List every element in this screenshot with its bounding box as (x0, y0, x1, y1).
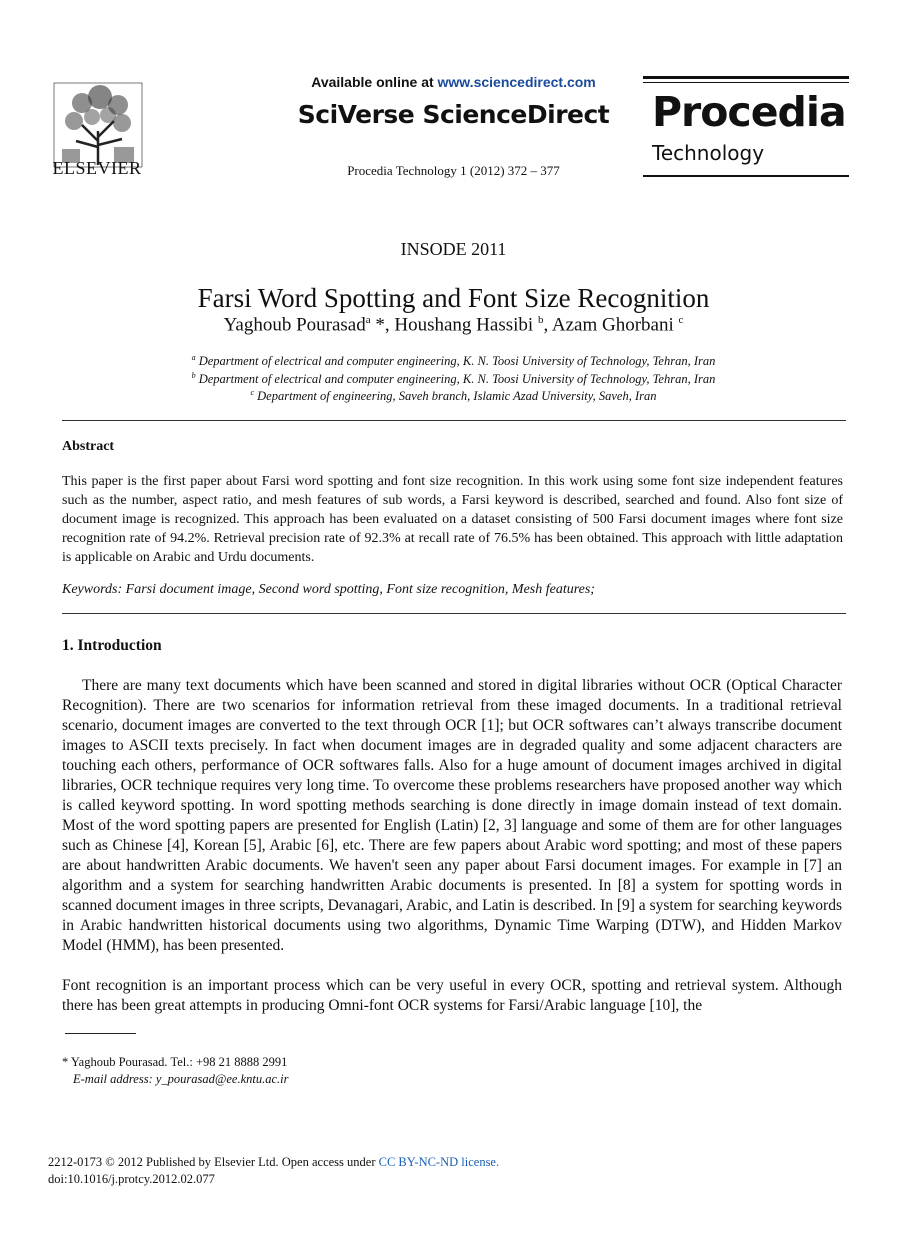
affiliation-text: Department of engineering, Saveh branch, Islamic Azad University, Saveh, Iran (254, 389, 657, 404)
license-link[interactable]: CC BY-NC-ND license. (378, 1155, 500, 1169)
logo-rule (643, 82, 849, 83)
platform-name: SciVerse ScienceDirect (297, 100, 610, 129)
affiliation (0, 388, 907, 404)
abstract-heading: Abstract (62, 439, 115, 454)
doi-line: doi:10.1016/j.protcy.2012.02.077 (48, 1172, 215, 1186)
journal-logo-subtitle: Technology (652, 141, 765, 165)
journal-logo (643, 76, 849, 178)
affiliation-text: Department of electrical and computer engineering, K. N. Toosi University of Technology, Tehran, Iran (195, 372, 716, 387)
logo-rule (643, 175, 849, 177)
affiliation-text: Department of electrical and computer engineering, K. N. Toosi University of Technology, Tehran, Iran (195, 354, 716, 369)
affiliation-sup: c (250, 388, 255, 397)
author-separator: *, (370, 314, 395, 336)
keywords-line: Keywords: Farsi document image, Second word spotting, Font size recognition, Mesh features; (62, 582, 595, 597)
author-affil-sup: c (678, 314, 684, 326)
sciencedirect-url-link[interactable]: www.sciencedirect.com (437, 74, 596, 90)
paper-title: Farsi Word Spotting and Font Size Recognition (197, 283, 710, 313)
section-heading-introduction: 1. Introduction (62, 637, 162, 654)
affiliation (0, 353, 907, 369)
abstract-body: This paper is the first paper about Farsi word spotting and font size recognition. In this work using some font size independent features such as the number, aspect ratio, and mesh features of sub words, a Farsi keyword is described, searched and found. Also font size of document image is recognized. This approach has been evaluated on a dataset consisting of 500 Farsi document images where font size recognition rate of 94.2%. Retrieval precision rate of 92.3% at recall rate of 76.5% has been obtained. This approach with little adaptation is applicable on Arabic and Urdu documents. (62, 474, 843, 565)
journal-logo-title: Procedia (652, 88, 846, 136)
section-divider (62, 613, 846, 614)
conference-name: INSODE 2011 (400, 239, 507, 259)
author-list (0, 314, 907, 336)
affiliation-sup: a (191, 353, 196, 362)
available-online-line: Available online at www.sciencedirect.com (311, 74, 596, 90)
author-name: Houshang Hassibi (394, 314, 534, 336)
journal-reference: Procedia Technology 1 (2012) 372 – 377 (347, 163, 560, 178)
affiliation-sup: b (191, 371, 196, 380)
section-divider (62, 420, 846, 421)
author-affil-sup: b (537, 314, 544, 326)
logo-rule (643, 76, 849, 79)
author-affil-sup: a (365, 314, 371, 326)
author-name: Yaghoub Pourasad (223, 314, 366, 336)
author-name: Azam Ghorbani (551, 314, 674, 336)
affiliation (0, 371, 907, 387)
license-text: 2212-0173 © 2012 Published by Elsevier Ltd. Open access under (48, 1155, 379, 1169)
license-line (48, 1155, 499, 1170)
footnote-email: E-mail address: y_pourasad@ee.kntu.ac.ir (73, 1072, 289, 1086)
author-separator: , (543, 314, 552, 336)
body-paragraph: There are many text documents which have been scanned and stored in digital libraries without OCR (Optical Character Recognition). There are two scenarios for information retrieval from these imaged documents. In a traditional retrieval scenario, document images are converted to the text through OCR [1]; but OCR softwares can’t always transcribe document images to ASCII texts precisely. In fact when document images are in degraded quality and some adjacent characters are touching each others, performance of OCR softwares falls. Also for a huge amount of document images archived in digital libraries, OCR technique requires very long time. To overcome these problems researchers have proposed another way which is called keyword spotting. In word spotting methods searching is done directly in image domain instead of text domain. Most of the word spotting papers are presented for English (Latin) [2, 3] language and some of them are for other languages such as Chinese [4], Korean [5], Arabic [6], etc. There are few papers about Arabic word spotting; and most of these papers are about handwritten Arabic documents. We haven't seen any paper about Farsi document images. For example in [7] an algorithm and a system for searching handwritten Arabic documents is presented. In [8] a system for spotting words in scanned document images in three scripts, Devanagari, Arabic, and Latin is described. In [9] a system for searching keywords in Arabic handwritten historical documents using two algorithms, Dynamic Time Warping (DTW), and Hidden Markov Model (HMM), has been presented. (62, 677, 842, 954)
body-paragraph: Font recognition is an important process which can be very useful in every OCR, spotting and retrieval system. Although there has been great attempts in producing Omni-font OCR systems for Farsi/Arabic language [10], the (62, 977, 842, 1014)
footnote-divider (65, 1033, 136, 1034)
publisher-name: ELSEVIER (52, 158, 142, 178)
footnote-contact: * Yaghoub Pourasad. Tel.: +98 21 8888 2991 (62, 1055, 288, 1069)
